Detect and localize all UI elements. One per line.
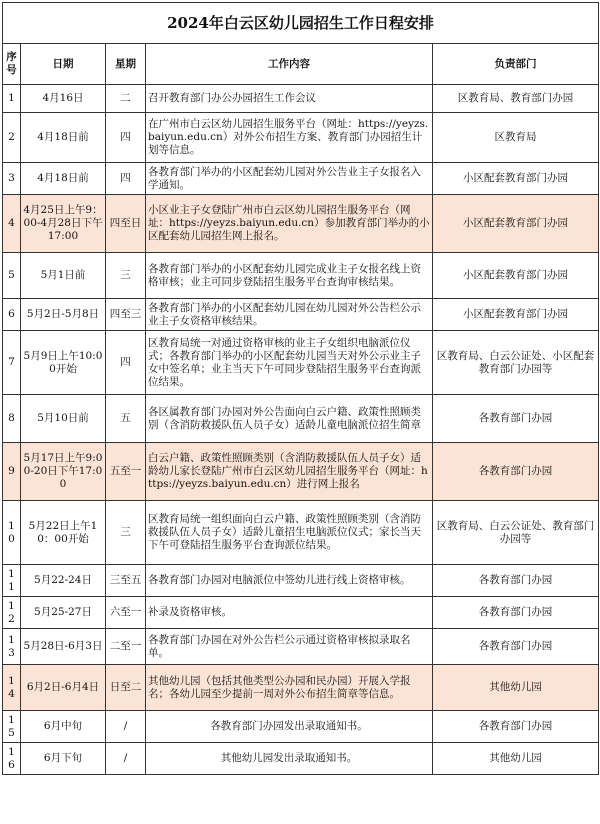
header-weekday: 星期 [106, 44, 146, 85]
cell-weekday: 四至日 [106, 195, 146, 253]
cell-content: 其他幼儿园发出录取通知书。 [146, 743, 433, 775]
cell-content: 各教育部门办园发出录取通知书。 [146, 711, 433, 743]
table-row [3, 113, 599, 163]
table-row [3, 331, 599, 395]
cell-content: 小区业主子女登陆广州市白云区幼儿园招生服务平台（网址：https://yeyzs.baiyun.edu.cn）参加教育部门举办的小区配套幼儿园招生网上报名。 [146, 195, 433, 253]
schedule-table [2, 2, 599, 775]
cell-dept: 小区配套教育部门办园 [433, 163, 599, 195]
cell-weekday: 五 [106, 395, 146, 443]
cell-dept: 区教育局 [433, 113, 599, 163]
cell-dept: 小区配套教育部门办园 [433, 195, 599, 253]
cell-content: 各教育部门办园对电脑派位中签幼儿进行线上资格审核。 [146, 565, 433, 597]
table-row [3, 299, 599, 331]
cell-index: 7 [3, 331, 21, 395]
table-row [3, 395, 599, 443]
table-row [3, 85, 599, 113]
cell-content: 补录及资格审核。 [146, 597, 433, 629]
table-row-highlighted [3, 443, 599, 501]
cell-index: 2 [3, 113, 21, 163]
cell-content: 区教育局统一组织面向白云户籍、政策性照顾类别（含消防救援队伍人员子女）适龄儿童招生电脑派位仪式；家长当天下午可登陆招生服务平台查询派位结果。 [146, 501, 433, 565]
table-row [3, 253, 599, 299]
cell-dept: 其他幼儿园 [433, 665, 599, 711]
cell-date: 5月1日前 [21, 253, 106, 299]
header-content: 工作内容 [146, 44, 433, 85]
table-row [3, 597, 599, 629]
header-row [3, 44, 599, 85]
cell-index: 10 [3, 501, 21, 565]
cell-date: 5月10日前 [21, 395, 106, 443]
cell-content: 各区属教育部门办园对外公告面向白云户籍、政策性照顾类别（含消防救援队伍人员子女）适龄儿童电脑派位招生简章 [146, 395, 433, 443]
cell-index: 9 [3, 443, 21, 501]
cell-date: 6月2日-6月4日 [21, 665, 106, 711]
cell-dept: 区教育局、白云公证处、教育部门办园等 [433, 501, 599, 565]
cell-date: 4月25日上午9：00-4月28日下午17:00 [21, 195, 106, 253]
schedule-sheet [2, 2, 598, 775]
cell-content: 召开教育部门办公办园招生工作会议 [146, 85, 433, 113]
cell-dept: 小区配套教育部门办园 [433, 253, 599, 299]
cell-dept: 小区配套教育部门办园 [433, 299, 599, 331]
cell-date: 5月28日-6月3日 [21, 629, 106, 665]
table-row [3, 565, 599, 597]
cell-dept: 各教育部门办园 [433, 711, 599, 743]
cell-date: 5月9日上午10:00开始 [21, 331, 106, 395]
cell-content: 各教育部门举办的小区配套幼儿园在幼儿园对外公告栏公示业主子女资格审核结果。 [146, 299, 433, 331]
cell-index: 6 [3, 299, 21, 331]
cell-dept: 各教育部门办园 [433, 565, 599, 597]
cell-weekday: 日至二 [106, 665, 146, 711]
cell-weekday: 四 [106, 113, 146, 163]
cell-date: 5月22日上午10：00开始 [21, 501, 106, 565]
cell-date: 6月中旬 [21, 711, 106, 743]
cell-weekday: / [106, 711, 146, 743]
table-row [3, 743, 599, 775]
page-title: 2024年白云区幼儿园招生工作日程安排 [3, 3, 599, 44]
cell-dept: 各教育部门办园 [433, 629, 599, 665]
cell-weekday: 四 [106, 331, 146, 395]
cell-index: 16 [3, 743, 21, 775]
cell-content: 其他幼儿园（包括其他类型公办园和民办园）开展入学报名；各幼儿园至少提前一周对外公布招生简章等信息。 [146, 665, 433, 711]
cell-index: 15 [3, 711, 21, 743]
cell-date: 4月16日 [21, 85, 106, 113]
cell-content: 各教育部门举办的小区配套幼儿园对外公告业主子女报名入学通知。 [146, 163, 433, 195]
header-date: 日期 [21, 44, 106, 85]
cell-index: 13 [3, 629, 21, 665]
cell-date: 6月下旬 [21, 743, 106, 775]
cell-date: 4月18日前 [21, 113, 106, 163]
table-row [3, 501, 599, 565]
cell-content: 在广州市白云区幼儿园招生服务平台（网址：https://yeyzs.baiyun.edu.cn）对外公布招生方案、教育部门办园招生计划等信息。 [146, 113, 433, 163]
table-row [3, 711, 599, 743]
cell-date: 5月22-24日 [21, 565, 106, 597]
cell-date: 4月18日前 [21, 163, 106, 195]
cell-dept: 区教育局、教育部门办园 [433, 85, 599, 113]
header-dept: 负责部门 [433, 44, 599, 85]
cell-weekday: 五至一 [106, 443, 146, 501]
cell-content: 区教育局统一对通过资格审核的业主子女组织电脑派位仪式；各教育部门举办的小区配套幼儿园当天对外公示业主子女中签名单；业主当天下午可同步登陆招生服务平台查询派位结果。 [146, 331, 433, 395]
cell-weekday: 四 [106, 163, 146, 195]
cell-content: 各教育部门举办的小区配套幼儿园完成业主子女报名线上资格审核；业主可同步登陆招生服务平台查询审核结果。 [146, 253, 433, 299]
cell-dept: 各教育部门办园 [433, 395, 599, 443]
cell-index: 3 [3, 163, 21, 195]
cell-content: 白云户籍、政策性照顾类别（含消防救援队伍人员子女）适龄幼儿家长登陆广州市白云区幼儿园招生服务平台（网址：https://yeyzs.baiyun.edu.cn）进行网上报名 [146, 443, 433, 501]
cell-index: 4 [3, 195, 21, 253]
cell-dept: 各教育部门办园 [433, 443, 599, 501]
cell-weekday: 三 [106, 501, 146, 565]
cell-weekday: 二至一 [106, 629, 146, 665]
cell-date: 5月17日上午9:00-20日下午17:00 [21, 443, 106, 501]
cell-date: 5月2日-5月8日 [21, 299, 106, 331]
table-row [3, 629, 599, 665]
cell-weekday: 六至一 [106, 597, 146, 629]
cell-index: 11 [3, 565, 21, 597]
cell-dept: 其他幼儿园 [433, 743, 599, 775]
cell-index: 1 [3, 85, 21, 113]
title-row [3, 3, 599, 44]
table-row-highlighted [3, 195, 599, 253]
cell-weekday: 三 [106, 253, 146, 299]
cell-dept: 区教育局、白云公证处、小区配套教育部门办园等 [433, 331, 599, 395]
cell-weekday: / [106, 743, 146, 775]
cell-content: 各教育部门办园在对外公告栏公示通过资格审核拟录取名单。 [146, 629, 433, 665]
cell-index: 12 [3, 597, 21, 629]
cell-weekday: 三至五 [106, 565, 146, 597]
cell-index: 8 [3, 395, 21, 443]
cell-date: 5月25-27日 [21, 597, 106, 629]
table-row-highlighted [3, 665, 599, 711]
header-index: 序号 [3, 44, 21, 85]
table-row [3, 163, 599, 195]
cell-dept: 各教育部门办园 [433, 597, 599, 629]
cell-index: 5 [3, 253, 21, 299]
cell-index: 14 [3, 665, 21, 711]
cell-weekday: 二 [106, 85, 146, 113]
cell-weekday: 四至三 [106, 299, 146, 331]
